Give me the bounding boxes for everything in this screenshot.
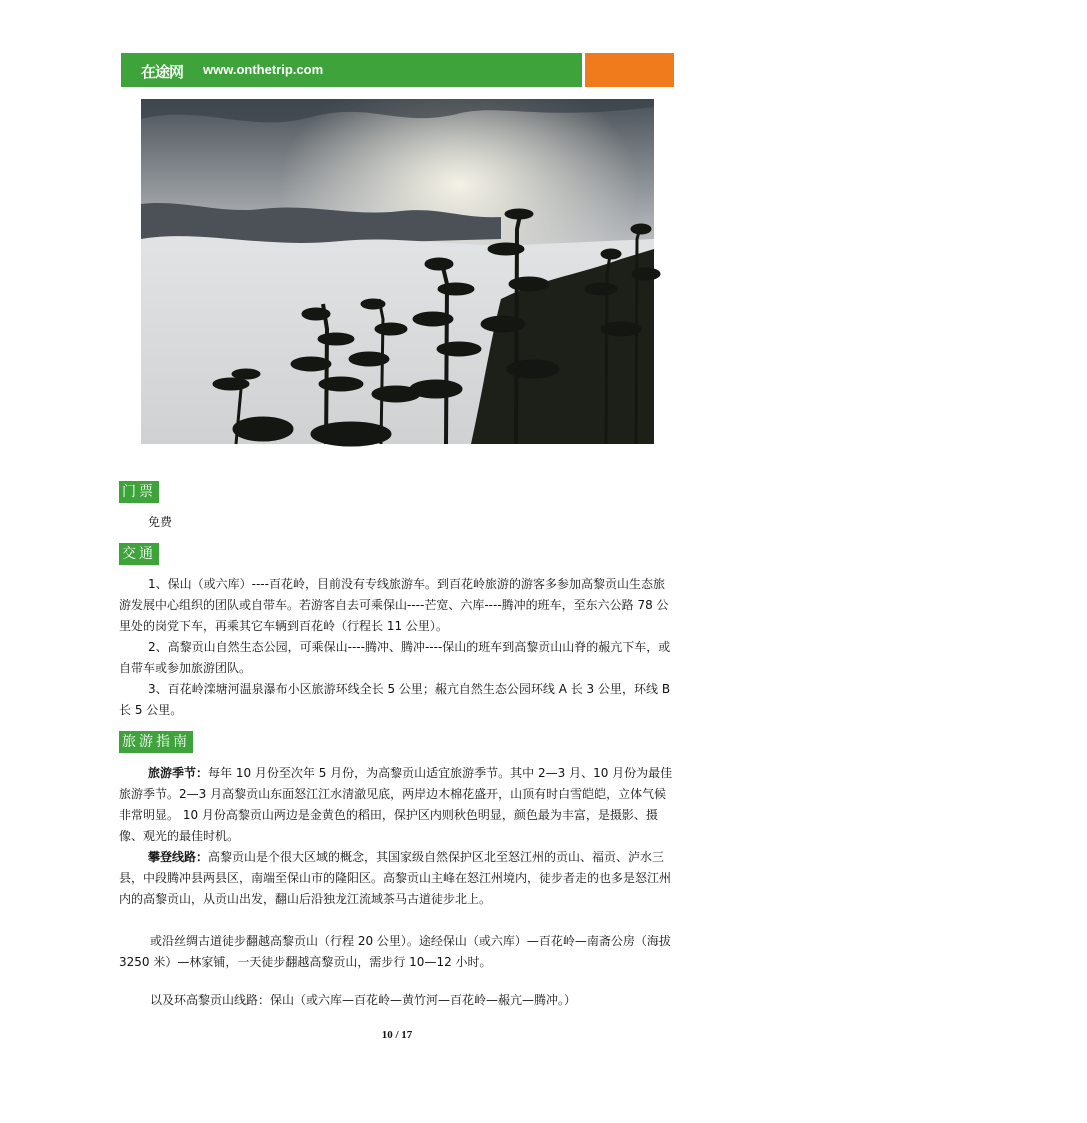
site-logo: 在途网 bbox=[141, 63, 184, 81]
transport-heading: 交通 bbox=[119, 543, 159, 565]
guide-heading: 旅游指南 bbox=[119, 731, 193, 753]
season-text: 每年 10 月份至次年 5 月份，为高黎贡山适宜旅游季节。其中 2—3 月、10 月份为最佳旅游季节。2—3 月高黎贡山东面怒江江水清澈见底，两岸边木棉花盛开，山顶有时白雪皑皑，立体气候非常明显。 10 月份高黎贡山两边是金黄色的稻田，保护区内则秋色明显，颜色最为丰富，是摄影、摄像、观光的最佳时机。 bbox=[119, 766, 673, 843]
page-number: 10 / 17 bbox=[381, 1029, 413, 1041]
transport-item-3: 3、百花岭滦塘河温泉瀑布小区旅游环线全长 5 公里；赧亢自然生态公园环线 A 长 3 公里，环线 B 长 5 公里。 bbox=[119, 682, 671, 717]
transport-item-2: 2、高黎贡山自然生态公园，可乘保山----腾冲、腾冲----保山的班车到高黎贡山山脊的赧亢下车，或自带车或参加旅游团队。 bbox=[119, 640, 671, 675]
route-text: 高黎贡山是个很大区域的概念，其国家级自然保护区北至怒江州的贡山、福贡、泸水三县，中段腾冲县两县区，南端至保山市的隆阳区。高黎贡山主峰在怒江州境内，徒步者走的也多是怒江州内的高黎贡山，从贡山出发，翻山后沿独龙江流域茶马古道徒步北上。 bbox=[119, 850, 672, 906]
season-label: 旅游季节： bbox=[148, 766, 209, 780]
route-paragraph bbox=[119, 847, 674, 910]
tickets-text: 免费 bbox=[148, 515, 173, 529]
route-alt-2: 以及环高黎贡山线路：保山（或六库—百花岭—黄竹河—百花岭—赧亢—腾冲。） bbox=[150, 993, 577, 1007]
city-title: 腾冲 bbox=[1071, 63, 1087, 105]
header-banner-green bbox=[121, 53, 582, 87]
landscape-photo bbox=[141, 99, 654, 444]
route-alt-1: 或沿丝绸古道徒步翻越高黎贡山（行程 20 公里）。途经保山（或六库）—百花岭—南斋公房（海拔 3250 米）—林家铺，一天徒步翻越高黎贡山，需步行 10—12 小时。 bbox=[119, 934, 671, 969]
site-url[interactable]: www.onthetrip.com bbox=[203, 62, 324, 77]
route-label: 攀登线路： bbox=[148, 850, 209, 864]
page-header bbox=[121, 53, 1087, 105]
season-paragraph bbox=[119, 763, 674, 847]
tickets-heading: 门票 bbox=[119, 481, 159, 503]
header-banner-orange bbox=[585, 53, 1087, 105]
transport-item-1: 1、保山（或六库）----百花岭，目前没有专线旅游车。到百花岭旅游的游客多参加高黎贡山生态旅游发展中心组织的团队或自带车。若游客自去可乘保山----芒宽、六库----腾冲的班车，至东六公路 78 公里处的岗党下车，再乘其它车辆到百花岭（行程长 11 公里）。 bbox=[119, 577, 669, 633]
